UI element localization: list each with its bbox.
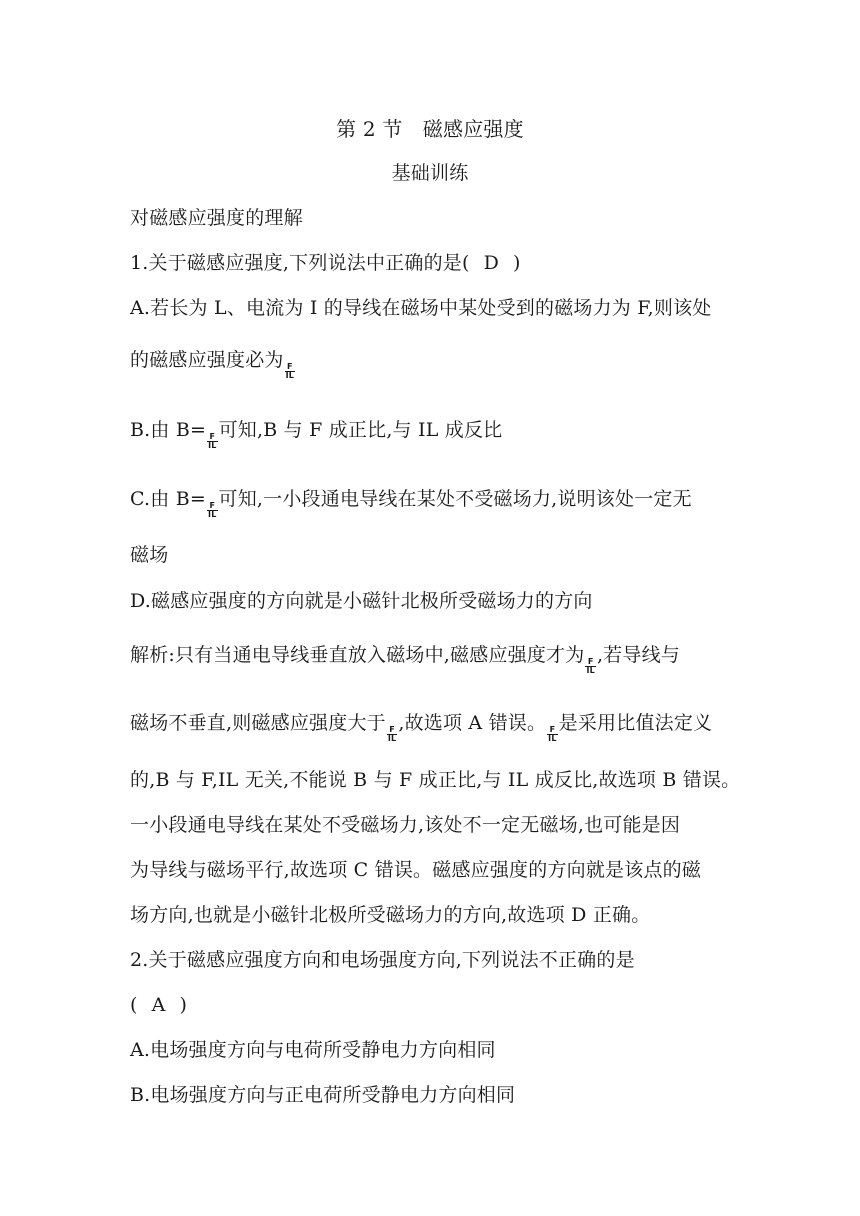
- frac-denominator: IL: [586, 665, 595, 675]
- q1-option-c-line1: [130, 487, 692, 519]
- frac-numerator: F: [587, 656, 594, 666]
- frac-denominator: IL: [285, 370, 295, 380]
- fraction-f-over-il: [285, 363, 295, 380]
- q1-option-a-line1: A.若长为 L、电流为 I 的导线在磁场中某处受到的磁场力为 F,则该处: [130, 297, 712, 319]
- q2-option-b: B.电场强度方向与正电荷所受静电力方向相同: [130, 1084, 516, 1106]
- frac-denominator: IL: [387, 733, 397, 743]
- q1-exp-text: 解析:只有当通电导线垂直放入磁场中,磁感应强度才为: [130, 644, 585, 666]
- question-1-stem: [130, 251, 521, 275]
- frac-numerator: F: [209, 431, 216, 441]
- frac-denominator: IL: [548, 733, 557, 743]
- q1-stem-close: ): [513, 252, 521, 274]
- q2-paren-close: ): [179, 994, 188, 1016]
- page-title: 第 2 节 磁感应强度: [336, 117, 524, 141]
- q1-explanation-line4: 一小段通电导线在某处不受磁场力,该处不一定无磁场,也可能是因: [130, 814, 681, 836]
- section-subtitle: 基础训练: [391, 162, 469, 184]
- q1-option-a-line2: [130, 348, 296, 380]
- fraction-f-over-il: [585, 658, 595, 675]
- fraction-f-over-il: [207, 502, 217, 519]
- fraction-f-over-il: [387, 726, 397, 743]
- frac-denominator: IL: [208, 440, 217, 450]
- q1-explanation-line1: [130, 643, 680, 675]
- frac-denominator: IL: [208, 509, 217, 519]
- q1-exp-text: 是采用比值法定义: [558, 712, 713, 734]
- frac-numerator: F: [287, 361, 293, 371]
- frac-numerator: F: [389, 724, 395, 734]
- q2-answer: A: [151, 994, 166, 1016]
- q1-explanation-line5: 为导线与磁场平行,故选项 C 错误。磁感应强度的方向就是该点的磁: [130, 859, 702, 881]
- question-2-answer-line: [130, 993, 187, 1017]
- q1-option-d: D.磁感应强度的方向就是小磁针北极所受磁场力的方向: [130, 590, 593, 612]
- q1-explanation-line6: 场方向,也就是小磁针北极所受磁场力的方向,故选项 D 正确。: [130, 904, 651, 926]
- fraction-f-over-il: [547, 726, 557, 743]
- q1-option-c-suffix: 可知,一小段通电导线在某处不受磁场力,说明该处一定无: [218, 488, 692, 510]
- q1-exp-text: ,若导线与: [596, 644, 680, 666]
- q1-explanation-line3: 的,B 与 F,IL 无关,不能说 B 与 F 成正比,与 IL 成反比,故选项 B 错误。: [130, 769, 741, 791]
- q1-option-b-prefix: B.由 B=: [130, 419, 207, 441]
- q1-option-c-prefix: C.由 B=: [130, 488, 207, 510]
- frac-numerator: F: [209, 500, 216, 510]
- q1-option-c-line2: 磁场: [130, 544, 169, 566]
- q1-stem-text: 1.关于磁感应强度,下列说法中正确的是(: [130, 252, 470, 274]
- frac-numerator: F: [549, 724, 556, 734]
- q1-answer: D: [483, 252, 500, 274]
- q2-paren-open: (: [130, 994, 138, 1016]
- q1-exp-text: ,故选项 A 错误。: [398, 712, 547, 734]
- q1-option-a-text: 的磁感应强度必为: [130, 349, 284, 371]
- q1-exp-text: 磁场不垂直,则磁感应强度大于: [130, 712, 386, 734]
- q1-explanation-line2: [130, 711, 712, 743]
- q1-option-b: [130, 418, 502, 450]
- topic-heading: 对磁感应强度的理解: [130, 207, 303, 229]
- q2-option-a: A.电场强度方向与电荷所受静电力方向相同: [130, 1039, 496, 1061]
- question-2-stem: 2.关于磁感应强度方向和电场强度方向,下列说法不正确的是: [130, 949, 635, 971]
- fraction-f-over-il: [207, 433, 217, 450]
- q1-option-b-suffix: 可知,B 与 F 成正比,与 IL 成反比: [218, 419, 503, 441]
